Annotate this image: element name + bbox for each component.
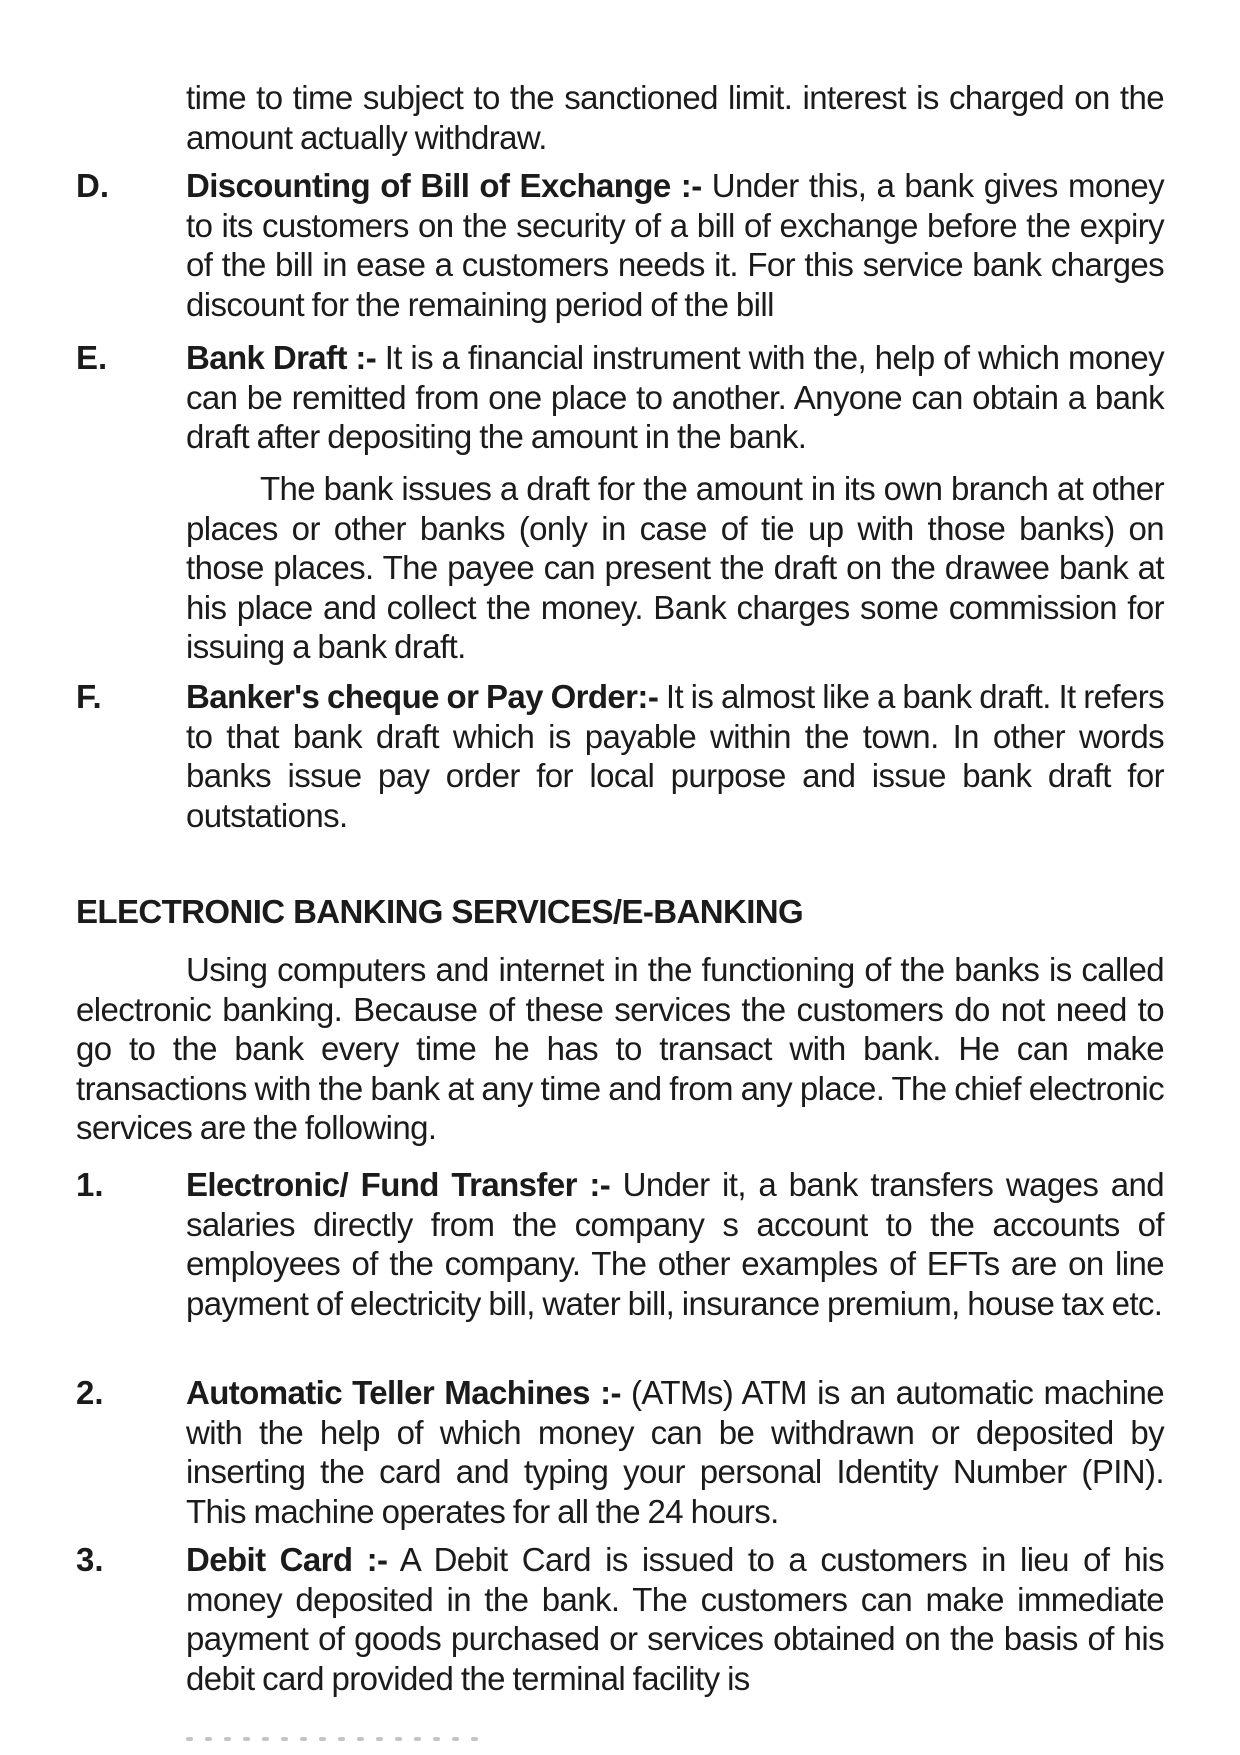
item-marker-3: 3. (76, 1541, 104, 1578)
item-text: (ATMs) ATM is an automatic machine with the help of which money can be withdrawn or deposited by inserting the card and typing your personal Identity Number (PIN). This machine operates for all the 24 hours. (186, 1374, 1164, 1530)
item-atm (186, 1373, 1164, 1531)
item-text: It is a financial instrument with the, help of which money can be remitted from one place to another. Anyone can obtain a bank draft after depositing the amount in the bank. (186, 339, 1164, 455)
item-term: Automatic Teller Machines :- (186, 1374, 621, 1411)
section-intro (76, 950, 1164, 1148)
section-intro-text: Using computers and internet in the functioning of the banks is called electronic banking. Because of these services the customers do not need to go to the bank every time he has to transact with bank. He can make transactions with the bank at any time and from any place. The chief electronic services are the following. (76, 951, 1164, 1146)
item-electronic-fund-transfer (186, 1165, 1164, 1323)
item-term: Banker's cheque or Pay Order:- (186, 678, 659, 715)
item-text: Under this, a bank gives money to its customers on the security of a bill of exchange before the expiry of the bill in ease a customers needs it. For this service bank charges discount for the remaining period of the bill (186, 167, 1164, 323)
item-debit-card (186, 1540, 1164, 1698)
item-term: Bank Draft :- (186, 339, 377, 376)
item-marker-e: E. (76, 339, 108, 376)
item-term: Discounting of Bill of Exchange :- (186, 167, 702, 204)
item-text: A Debit Card is issued to a customers in lieu of his money deposited in the bank. The customers can make immediate payment of goods purchased or services obtained on the basis of his debit card provided the terminal facility is (186, 1541, 1165, 1697)
item-marker-f: F. (76, 678, 102, 715)
item-text: It is almost like a bank draft. It refers to that bank draft which is payable within the town. In other words banks issue pay order for local purpose and issue bank draft for outstations. (186, 678, 1165, 834)
item-marker-2: 2. (76, 1374, 104, 1411)
item-term: Electronic/ Fund Transfer :- (186, 1166, 611, 1203)
item-term: Debit Card :- (186, 1541, 388, 1578)
item-bankers-cheque (186, 677, 1164, 835)
item-marker-1: 1. (76, 1166, 104, 1203)
item-bank-draft (186, 338, 1164, 457)
continuation-text: time to time subject to the sanctioned limit. interest is charged on the amount actually withdraw. (186, 79, 1164, 156)
continuation-paragraph (186, 78, 1164, 157)
item-discounting-bill (186, 166, 1164, 324)
cut-off-text-fragment (186, 1728, 526, 1742)
item-bank-draft-extra (186, 469, 1164, 667)
item-text: Under it, a bank transfers wages and salaries directly from the company s account to the accounts of employees of the company. The other examples of EFTs are on line payment of electricity bill, water bill, insurance premium, house tax etc. (186, 1166, 1165, 1322)
item-extra-text: The bank issues a draft for the amount in its own branch at other places or other banks (only in case of tie up with those banks) on those places. The payee can present the draft on the drawee bank at his place and collect the money. Bank charges some commission for issuing a bank draft. (186, 470, 1164, 665)
item-marker-d: D. (76, 167, 109, 204)
section-heading: ELECTRONIC BANKING SERVICES/E-BANKING (76, 893, 804, 930)
